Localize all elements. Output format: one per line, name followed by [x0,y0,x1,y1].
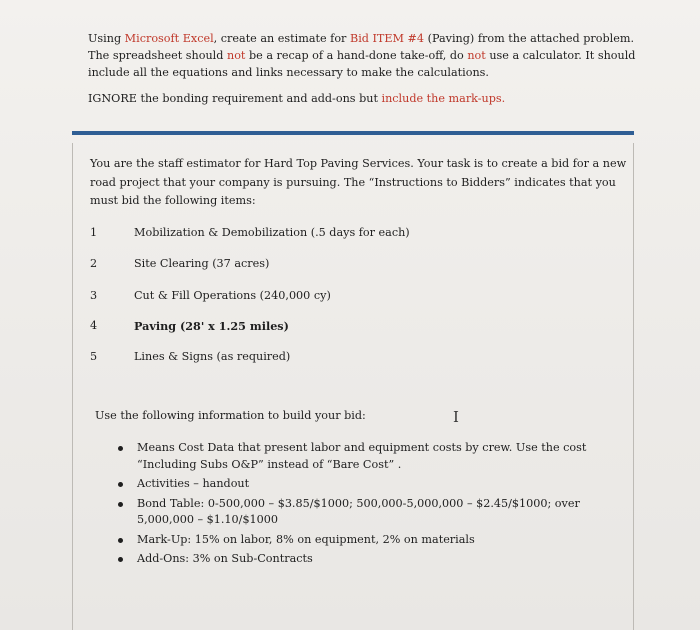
problem-intro: You are the staff estimator for Hard Top Paving Services. Your task is to create a bid for a new road project that your company is pursuing. The “Instructions to Bidders” indicates that you must bid the following items: [90,157,627,207]
bid-item-number: 3 [90,289,98,302]
info-lead: Use the following information to build your bid: [95,409,366,422]
text-cursor-icon: I [453,408,459,426]
bullet-dot-icon [118,557,123,562]
bid-item-text: Mobilization & Demobilization (.5 days for each) [134,226,410,239]
bid-item-number: 5 [90,350,98,363]
bullet-dot-icon [118,446,123,451]
instruction-paragraph-1 [88,30,648,81]
instr-highlight-not: not [467,49,486,62]
instr-text: Using [88,32,125,45]
info-bullet-item [118,440,638,473]
info-bullet-item [118,496,638,529]
instr-text: use a calculator. It should include all the equations and links necessary to make the calculations. [88,49,636,79]
bullet-text: Add-Ons: 3% on Sub-Contracts [137,552,313,565]
info-bullet-item [118,551,638,568]
info-bullet-item [118,532,638,549]
bullet-text: Means Cost Data that present labor and equipment costs by crew. Use the cost “Including Subs O&P” instead of “Bare Cost” . [137,441,587,471]
instr-text: IGNORE the bonding requirement and add-ons but [88,92,382,105]
bullet-dot-icon [118,538,123,543]
instr-highlight-markups: include the mark-ups. [381,92,506,105]
assignment-instructions [88,30,648,107]
bid-item-number: 4 [90,319,98,332]
instr-highlight-excel: Microsoft Excel [124,32,214,45]
bid-item-number: 1 [90,226,98,239]
bid-item-number: 2 [90,257,98,270]
instruction-paragraph-2 [88,90,648,107]
section-divider [72,131,634,135]
bid-item-text-paving: Paving (28' x 1.25 miles) [134,319,289,333]
bullet-dot-icon [118,482,123,487]
bid-item-text: Lines & Signs (as required) [134,350,291,363]
instr-text: , create an estimate for [213,32,350,45]
bullet-dot-icon [118,502,123,507]
instr-text: (Paving) from the attached problem. The spreadsheet should [88,32,635,62]
bullet-text: Mark-Up: 15% on labor, 8% on equipment, 2% on materials [137,532,475,546]
bid-item-text: Site Clearing (37 acres) [134,257,270,270]
instr-highlight-bid-item: Bid ITEM #4 [349,32,425,45]
bid-item-text: Cut & Fill Operations (240,000 cy) [134,289,331,302]
bullet-text: Bond Table: 0-500,000 – $3.85/$1000; 500,000-5,000,000 – $2.45/$1000; over 5,000,000 – $1.10/$1000 [137,496,580,526]
info-bullet-item [118,476,638,493]
instr-text: be a recap of a hand-done take-off, do [245,49,468,62]
info-bullets [118,440,638,571]
instr-highlight-not: not [226,49,246,62]
bullet-text: Activities – handout [137,477,250,490]
